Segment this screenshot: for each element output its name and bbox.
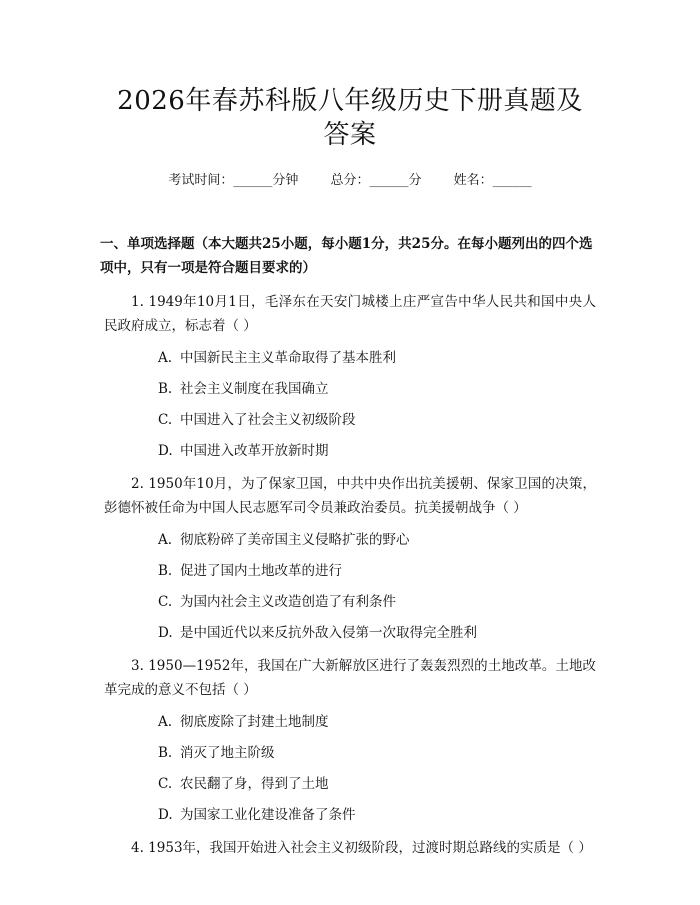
option-label: C. xyxy=(158,412,173,428)
question-1 xyxy=(104,290,596,461)
option-c[interactable] xyxy=(104,592,596,612)
question-4 xyxy=(104,836,596,860)
option-b[interactable] xyxy=(104,379,596,399)
option-list xyxy=(104,712,596,825)
option-d[interactable] xyxy=(104,805,596,825)
option-label: A. xyxy=(158,714,173,730)
page-title: 2026年春苏科版八年级历史下册真题及答案 xyxy=(117,86,583,150)
option-d[interactable] xyxy=(104,441,596,461)
question-stem: 2. 1950年10月，为了保家卫国，中共中央作出抗美援朝、保家卫国的决策，彭德怀被任命为中国人民志愿军司令员兼政治委员。抗美援朝战争（ ） xyxy=(104,476,596,516)
question-stem: 3. 1950—1952年，我国在广大新解放区进行了轰轰烈烈的土地改革。土地改革完成的意义不包括（ ） xyxy=(104,658,596,698)
option-a[interactable] xyxy=(104,712,596,732)
option-label: A. xyxy=(158,532,173,548)
question-2 xyxy=(104,472,596,643)
option-text: 中国进入了社会主义初级阶段 xyxy=(180,412,356,428)
option-a[interactable] xyxy=(104,530,596,550)
option-label: D. xyxy=(158,625,173,641)
option-a[interactable] xyxy=(104,348,596,368)
option-d[interactable] xyxy=(104,623,596,643)
option-label: B. xyxy=(158,745,173,761)
option-b[interactable] xyxy=(104,561,596,581)
option-c[interactable] xyxy=(104,410,596,430)
exam-time-field: 考试时间：______分钟 xyxy=(168,173,299,188)
question-stem: 4. 1953年，我国开始进入社会主义初级阶段，过渡时期总路线的实质是（ ） xyxy=(131,840,592,856)
option-text: 中国进入改革开放新时期 xyxy=(180,443,329,459)
option-text: 彻底废除了封建土地制度 xyxy=(180,714,329,730)
exam-meta xyxy=(104,172,596,190)
option-label: D. xyxy=(158,443,173,459)
option-text: 为国内社会主义改造创造了有利条件 xyxy=(180,594,396,610)
option-label: D. xyxy=(158,807,173,823)
option-text: 消灭了地主阶级 xyxy=(180,745,275,761)
option-label: A. xyxy=(158,350,173,366)
option-text: 农民翻了身，得到了土地 xyxy=(180,776,329,792)
option-label: C. xyxy=(158,776,173,792)
option-text: 社会主义制度在我国确立 xyxy=(180,381,329,397)
option-label: B. xyxy=(158,381,173,397)
option-c[interactable] xyxy=(104,774,596,794)
option-text: 彻底粉碎了美帝国主义侵略扩张的野心 xyxy=(180,532,410,548)
total-score-field: 总分：______分 xyxy=(330,173,422,188)
option-list xyxy=(104,530,596,643)
option-text: 是中国近代以来反抗外敌入侵第一次取得完全胜利 xyxy=(180,625,477,641)
option-text: 促进了国内土地改革的进行 xyxy=(180,563,342,579)
option-text: 为国家工业化建设准备了条件 xyxy=(180,807,356,823)
question-3 xyxy=(104,654,596,825)
option-label: B. xyxy=(158,563,173,579)
option-list xyxy=(104,348,596,461)
option-text: 中国新民主主义革命取得了基本胜利 xyxy=(180,350,396,366)
option-b[interactable] xyxy=(104,743,596,763)
option-label: C. xyxy=(158,594,173,610)
section-heading: 一、单项选择题（本大题共25小题，每小题1分，共25分。在每小题列出的四个选项中，只有一项是符合题目要求的） xyxy=(100,236,593,276)
student-name-field: 姓名：______ xyxy=(453,173,532,188)
question-stem: 1. 1949年10月1日，毛泽东在天安门城楼上庄严宣告中华人民共和国中央人民政府成立，标志着（ ） xyxy=(104,294,596,334)
